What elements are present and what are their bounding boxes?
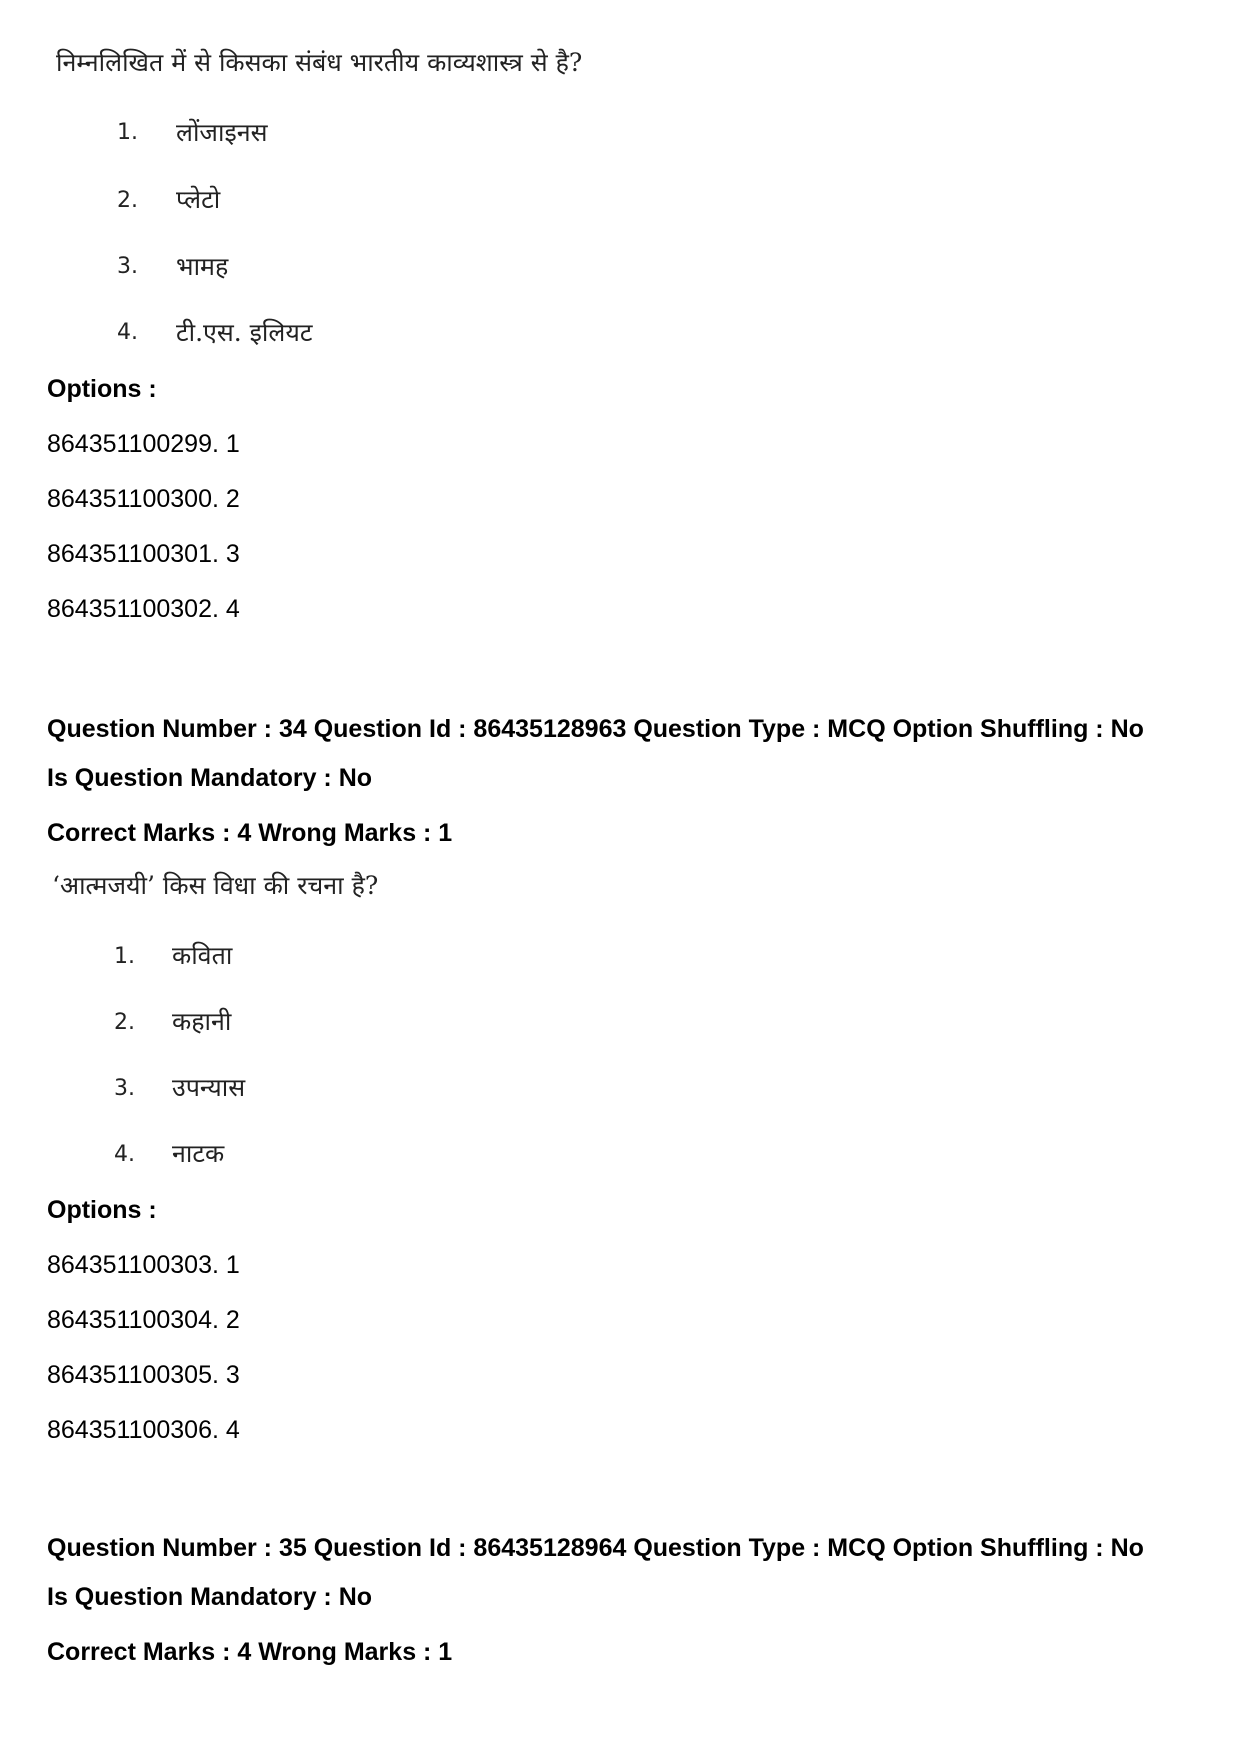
option-item: 864351100302. 4: [47, 595, 240, 623]
choice-text: प्लेटो: [176, 185, 221, 214]
options-label: Options :: [47, 1196, 157, 1224]
question-text: निम्नलिखित में से किसका संबंध भारतीय काव्यशास्त्र से है?: [56, 48, 583, 77]
option-item: 864351100301. 3: [47, 540, 240, 568]
choice-text: कविता: [172, 941, 233, 970]
choice-text: कहानी: [172, 1007, 232, 1036]
question-marks: Correct Marks : 4 Wrong Marks : 1: [47, 819, 453, 847]
question-text: ‘आत्मजयी’ किस विधा की रचना है?: [52, 871, 379, 900]
question-header: Question Number : 34 Question Id : 86435128963 Question Type : MCQ Option Shuffling : No: [47, 715, 1144, 743]
option-item: 864351100303. 1: [47, 1251, 240, 1279]
choice-number: 1.: [117, 120, 138, 145]
question-header: Question Number : 35 Question Id : 86435128964 Question Type : MCQ Option Shuffling : No: [47, 1534, 1144, 1562]
option-item: 864351100300. 2: [47, 485, 240, 513]
choice-number: 3.: [117, 254, 138, 279]
question-mandatory: Is Question Mandatory : No: [47, 1583, 373, 1611]
option-item: 864351100306. 4: [47, 1416, 240, 1444]
choice-number: 3.: [114, 1076, 135, 1101]
choice-number: 4.: [117, 320, 138, 345]
choice-text: उपन्यास: [172, 1073, 246, 1102]
choice-number: 2.: [117, 188, 138, 213]
option-item: 864351100299. 1: [47, 430, 240, 458]
choice-text: भामह: [176, 252, 229, 281]
choice-text: टी.एस. इलियट: [176, 318, 313, 347]
question-marks: Correct Marks : 4 Wrong Marks : 1: [47, 1638, 453, 1666]
choice-number: 1.: [114, 944, 135, 969]
options-label: Options :: [47, 375, 157, 403]
question-mandatory: Is Question Mandatory : No: [47, 764, 373, 792]
choice-number: 4.: [114, 1142, 135, 1167]
choice-text: लोंजाइनस: [176, 118, 268, 147]
option-item: 864351100304. 2: [47, 1306, 240, 1334]
option-item: 864351100305. 3: [47, 1361, 240, 1389]
choice-number: 2.: [114, 1010, 135, 1035]
choice-text: नाटक: [172, 1139, 225, 1168]
